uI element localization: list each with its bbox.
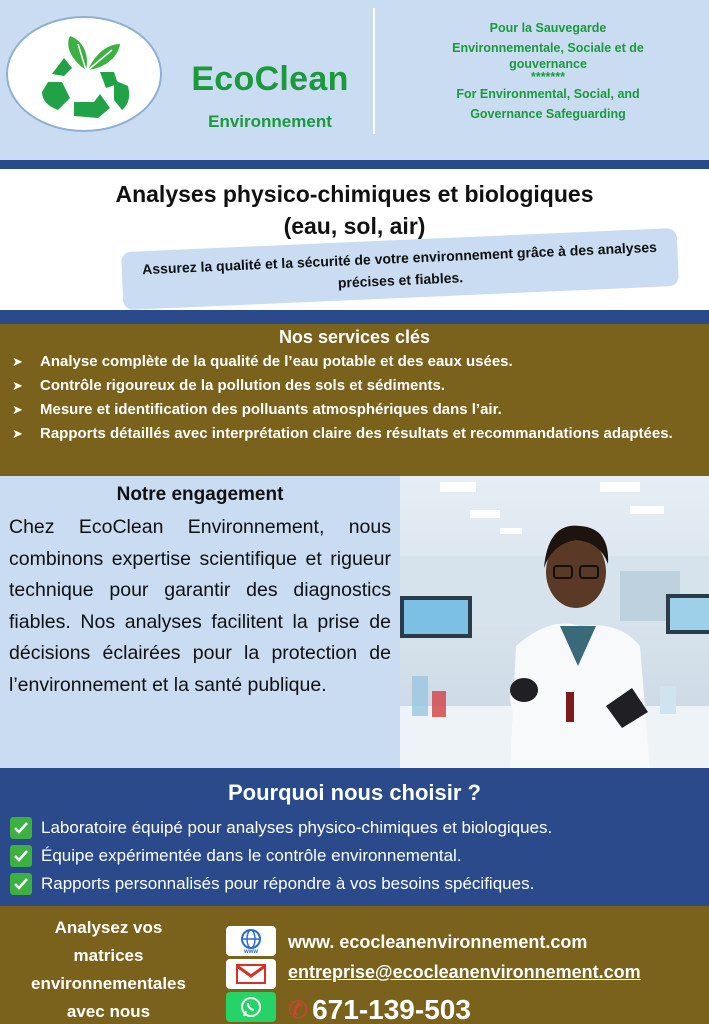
title-line-2: (eau, sol, air) xyxy=(283,213,426,239)
logo xyxy=(6,16,162,132)
list-item xyxy=(12,422,709,446)
recycle-leaf-logo-icon xyxy=(34,32,138,120)
scientist-illustration xyxy=(400,476,709,768)
service-text: Contrôle rigoureux de la pollution des sols et sédiments. xyxy=(40,377,446,394)
footer-cta xyxy=(6,914,211,1024)
cta-line: Analysez vos xyxy=(54,918,163,937)
email-link[interactable]: entreprise@ecocleanenvironnement.com xyxy=(288,962,641,982)
list-item xyxy=(10,870,709,898)
lab-photo xyxy=(400,476,709,768)
phone-number-row[interactable] xyxy=(288,994,641,1024)
checkmark-icon xyxy=(10,873,32,895)
header xyxy=(0,0,709,160)
list-item xyxy=(10,842,709,870)
arrow-bullet-icon: ➤ xyxy=(12,426,23,441)
why-text: Rapports personnalisés pour répondre à vos besoins spécifiques. xyxy=(41,874,535,893)
contact-icons xyxy=(226,926,276,1024)
why-text: Laboratoire équipé pour analyses physico-chimiques et biologiques. xyxy=(41,818,553,837)
cta-line: matrices xyxy=(73,946,144,965)
service-text: Mesure et identification des polluants atmosphériques dans l’air. xyxy=(40,401,502,418)
engagement-title: Notre engagement xyxy=(116,484,284,505)
why-list xyxy=(0,810,709,898)
brand-name: EcoClean xyxy=(191,60,349,98)
list-item xyxy=(10,814,709,842)
whatsapp-icon xyxy=(226,992,276,1022)
engagement-body: Chez EcoClean Environnement, nous combinons expertise scientifique et rigueur technique pour garantir des diagnostics fiables. Nos analyses facilitent la prise de décisions éclairées pour la protection de l’environnement et la santé publique. xyxy=(9,516,391,696)
engagement-section xyxy=(0,476,400,768)
brand-subtitle: Environnement xyxy=(208,112,332,131)
why-title: Pourquoi nous choisir ? xyxy=(228,780,481,805)
list-item xyxy=(12,398,709,422)
why-section xyxy=(0,768,709,906)
service-text: Rapports détaillés avec interprétation claire des résultats et recommandations adaptées. xyxy=(40,425,673,442)
divider-band xyxy=(0,160,709,169)
tagline-fr-line: gouvernance xyxy=(509,57,587,71)
services-title: Nos services clés xyxy=(278,327,431,347)
globe-icon xyxy=(226,926,276,956)
service-text: Analyse complète de la qualité de l’eau potable et des eaux usées. xyxy=(40,353,513,370)
checkmark-icon xyxy=(10,817,32,839)
arrow-bullet-icon: ➤ xyxy=(12,402,23,417)
cta-line: environnementales xyxy=(31,974,186,993)
tagline-en-line: For Environmental, Social, and xyxy=(456,87,640,101)
tagline xyxy=(425,18,671,124)
phone-number: 671-139-503 xyxy=(312,994,471,1024)
list-item xyxy=(12,374,709,398)
arrow-bullet-icon: ➤ xyxy=(12,354,23,369)
phone-icon: ✆ xyxy=(288,996,309,1024)
header-divider xyxy=(373,8,375,134)
services-section xyxy=(0,324,709,476)
contact-info xyxy=(288,932,641,1024)
why-text: Équipe expérimentée dans le contrôle environnemental. xyxy=(41,846,462,865)
svg-text:www: www xyxy=(243,949,259,954)
website-link[interactable]: www. ecocleanenvironnement.com xyxy=(288,932,588,952)
list-item xyxy=(12,350,709,374)
tagline-separator: ******* xyxy=(530,70,566,84)
divider-band xyxy=(0,310,709,324)
arrow-bullet-icon: ➤ xyxy=(12,378,23,393)
tagline-fr-line: Pour la Sauvegarde xyxy=(489,21,607,35)
tagline-en-line: Governance Safeguarding xyxy=(470,107,626,121)
subtitle: Assurez la qualité et la sécurité de votre environnement grâce à des analyses précises et fiables. xyxy=(141,238,658,291)
tagline-fr-line: Environnementale, Sociale et de xyxy=(452,41,644,55)
cta-line: avec nous xyxy=(66,1002,151,1021)
title-line-1: Analyses physico-chimiques et biologiques xyxy=(115,181,594,207)
checkmark-icon xyxy=(10,845,32,867)
gmail-icon xyxy=(226,959,276,989)
services-list xyxy=(0,348,709,446)
